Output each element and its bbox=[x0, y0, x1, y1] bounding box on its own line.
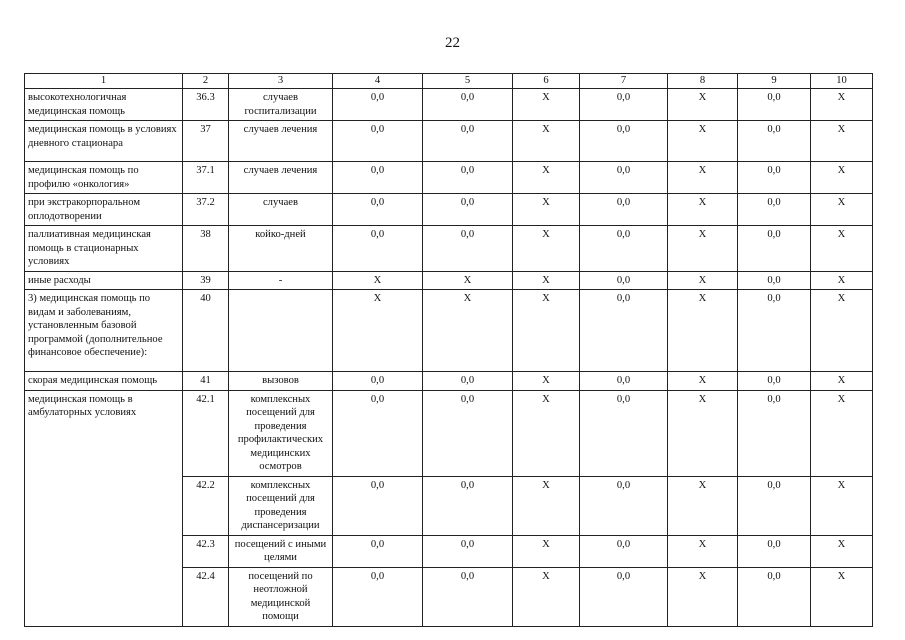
row-unit: случаев госпитализации bbox=[229, 89, 333, 121]
row-name: медицинская помощь по профилю «онкология» bbox=[25, 162, 183, 194]
column-header: 9 bbox=[738, 74, 811, 89]
row-unit: - bbox=[229, 271, 333, 290]
value-cell: Х bbox=[668, 162, 738, 194]
row-unit: вызовов bbox=[229, 372, 333, 391]
value-cell: Х bbox=[513, 372, 580, 391]
value-cell: Х bbox=[668, 390, 738, 476]
row-code: 42.2 bbox=[183, 476, 229, 535]
value-cell: 0,0 bbox=[738, 271, 811, 290]
value-cell: Х bbox=[811, 162, 873, 194]
value-cell: 0,0 bbox=[423, 162, 513, 194]
column-header: 6 bbox=[513, 74, 580, 89]
value-cell: Х bbox=[668, 89, 738, 121]
column-header: 3 bbox=[229, 74, 333, 89]
data-table bbox=[24, 73, 873, 627]
row-unit: комплексных посещений для проведения профилактических медицинских осмотров bbox=[229, 390, 333, 476]
value-cell: 0,0 bbox=[333, 194, 423, 226]
value-cell: Х bbox=[811, 226, 873, 272]
value-cell: 0,0 bbox=[423, 372, 513, 391]
row-code: 37 bbox=[183, 121, 229, 162]
value-cell: 0,0 bbox=[423, 567, 513, 626]
column-header: 1 bbox=[25, 74, 183, 89]
value-cell: 0,0 bbox=[738, 162, 811, 194]
value-cell: 0,0 bbox=[738, 476, 811, 535]
value-cell: 0,0 bbox=[333, 535, 423, 567]
value-cell: 0,0 bbox=[333, 476, 423, 535]
column-header: 5 bbox=[423, 74, 513, 89]
row-name: иные расходы bbox=[25, 271, 183, 290]
value-cell: 0,0 bbox=[738, 226, 811, 272]
value-cell: Х bbox=[811, 89, 873, 121]
row-name: скорая медицинская помощь bbox=[25, 372, 183, 391]
row-name: 3) медицинская помощь по видам и заболеваниям, установленным базовой программой (дополнительное финансовое обеспечение): bbox=[25, 290, 183, 372]
value-cell: 0,0 bbox=[333, 121, 423, 162]
value-cell: Х bbox=[513, 226, 580, 272]
value-cell: 0,0 bbox=[738, 567, 811, 626]
header-row bbox=[25, 74, 873, 89]
value-cell: 0,0 bbox=[423, 535, 513, 567]
value-cell: Х bbox=[333, 271, 423, 290]
value-cell: Х bbox=[423, 290, 513, 372]
row-name: медицинская помощь в амбулаторных условиях bbox=[25, 390, 183, 626]
row-code: 36.3 bbox=[183, 89, 229, 121]
value-cell: 0,0 bbox=[738, 290, 811, 372]
value-cell: 0,0 bbox=[738, 89, 811, 121]
value-cell: Х bbox=[668, 476, 738, 535]
table-row bbox=[25, 89, 873, 121]
table-row bbox=[25, 390, 873, 476]
row-unit: посещений с иными целями bbox=[229, 535, 333, 567]
value-cell: Х bbox=[513, 89, 580, 121]
row-code: 42.4 bbox=[183, 567, 229, 626]
value-cell: Х bbox=[668, 121, 738, 162]
value-cell: 0,0 bbox=[738, 194, 811, 226]
row-name: паллиативная медицинская помощь в стационарных условиях bbox=[25, 226, 183, 272]
table-row bbox=[25, 162, 873, 194]
value-cell: Х bbox=[811, 476, 873, 535]
value-cell: Х bbox=[811, 121, 873, 162]
value-cell: 0,0 bbox=[333, 89, 423, 121]
value-cell: 0,0 bbox=[580, 535, 668, 567]
value-cell: 0,0 bbox=[580, 226, 668, 272]
value-cell: Х bbox=[811, 535, 873, 567]
column-header: 7 bbox=[580, 74, 668, 89]
value-cell: 0,0 bbox=[580, 271, 668, 290]
value-cell: 0,0 bbox=[333, 226, 423, 272]
value-cell: 0,0 bbox=[738, 535, 811, 567]
row-unit: случаев лечения bbox=[229, 162, 333, 194]
value-cell: 0,0 bbox=[423, 89, 513, 121]
table-row bbox=[25, 226, 873, 272]
table-row bbox=[25, 290, 873, 372]
value-cell: Х bbox=[513, 194, 580, 226]
row-name: высокотехнологичная медицинская помощь bbox=[25, 89, 183, 121]
table-row bbox=[25, 271, 873, 290]
value-cell: Х bbox=[668, 372, 738, 391]
value-cell: Х bbox=[513, 535, 580, 567]
value-cell: 0,0 bbox=[333, 372, 423, 391]
table-row bbox=[25, 194, 873, 226]
row-code: 38 bbox=[183, 226, 229, 272]
row-code: 37.1 bbox=[183, 162, 229, 194]
value-cell: 0,0 bbox=[423, 390, 513, 476]
value-cell: 0,0 bbox=[580, 567, 668, 626]
row-unit: посещений по неотложной медицинской помощи bbox=[229, 567, 333, 626]
value-cell: 0,0 bbox=[580, 372, 668, 391]
value-cell: 0,0 bbox=[423, 194, 513, 226]
row-unit bbox=[229, 290, 333, 372]
value-cell: Х bbox=[668, 271, 738, 290]
row-code: 37.2 bbox=[183, 194, 229, 226]
value-cell: 0,0 bbox=[333, 162, 423, 194]
value-cell: Х bbox=[513, 271, 580, 290]
value-cell: Х bbox=[811, 567, 873, 626]
value-cell: Х bbox=[811, 372, 873, 391]
value-cell: 0,0 bbox=[580, 121, 668, 162]
value-cell: 0,0 bbox=[580, 162, 668, 194]
row-code: 40 bbox=[183, 290, 229, 372]
column-header: 10 bbox=[811, 74, 873, 89]
row-unit: случаев лечения bbox=[229, 121, 333, 162]
row-code: 42.3 bbox=[183, 535, 229, 567]
value-cell: Х bbox=[513, 290, 580, 372]
value-cell: Х bbox=[668, 567, 738, 626]
column-header: 4 bbox=[333, 74, 423, 89]
value-cell: Х bbox=[513, 162, 580, 194]
row-unit: случаев bbox=[229, 194, 333, 226]
row-unit: комплексных посещений для проведения диспансеризации bbox=[229, 476, 333, 535]
value-cell: Х bbox=[668, 194, 738, 226]
value-cell: 0,0 bbox=[333, 567, 423, 626]
value-cell: Х bbox=[333, 290, 423, 372]
value-cell: Х bbox=[811, 390, 873, 476]
row-name: медицинская помощь в условиях дневного стационара bbox=[25, 121, 183, 162]
value-cell: 0,0 bbox=[580, 476, 668, 535]
table-row bbox=[25, 121, 873, 162]
row-code: 39 bbox=[183, 271, 229, 290]
value-cell: 0,0 bbox=[423, 121, 513, 162]
value-cell: 0,0 bbox=[423, 476, 513, 535]
value-cell: 0,0 bbox=[738, 372, 811, 391]
value-cell: Х bbox=[513, 121, 580, 162]
value-cell: 0,0 bbox=[738, 390, 811, 476]
value-cell: Х bbox=[811, 290, 873, 372]
row-code: 41 bbox=[183, 372, 229, 391]
value-cell: Х bbox=[513, 476, 580, 535]
value-cell: Х bbox=[668, 535, 738, 567]
value-cell: Х bbox=[423, 271, 513, 290]
row-code: 42.1 bbox=[183, 390, 229, 476]
value-cell: 0,0 bbox=[580, 290, 668, 372]
row-name: при экстракорпоральном оплодотворении bbox=[25, 194, 183, 226]
column-header: 8 bbox=[668, 74, 738, 89]
value-cell: Х bbox=[811, 271, 873, 290]
value-cell: 0,0 bbox=[738, 121, 811, 162]
value-cell: 0,0 bbox=[333, 390, 423, 476]
value-cell: 0,0 bbox=[580, 194, 668, 226]
value-cell: Х bbox=[668, 226, 738, 272]
row-unit: койко-дней bbox=[229, 226, 333, 272]
table-row bbox=[25, 372, 873, 391]
value-cell: Х bbox=[668, 290, 738, 372]
value-cell: 0,0 bbox=[423, 226, 513, 272]
value-cell: Х bbox=[811, 194, 873, 226]
value-cell: Х bbox=[513, 567, 580, 626]
value-cell: Х bbox=[513, 390, 580, 476]
page-number: 22 bbox=[445, 35, 460, 51]
value-cell: 0,0 bbox=[580, 89, 668, 121]
value-cell: 0,0 bbox=[580, 390, 668, 476]
column-header: 2 bbox=[183, 74, 229, 89]
